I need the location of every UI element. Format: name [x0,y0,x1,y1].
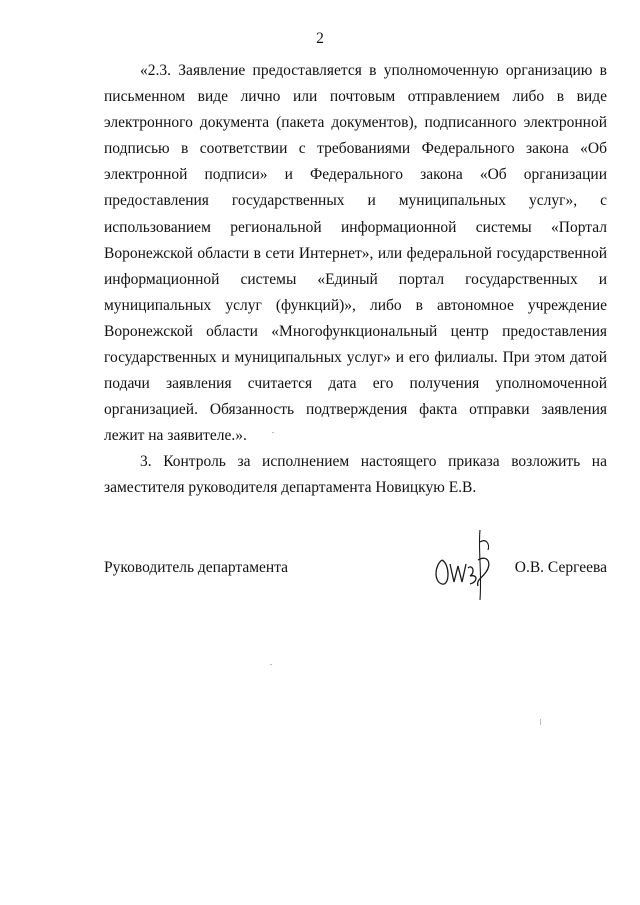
signature-block [104,555,607,581]
signer-position: Руководитель департамента [104,559,289,576]
paragraph-control-clause: 3. Контроль за исполнением настоящего приказа возложить на заместителя руководителя департамента Новицкую Е.В. [104,453,607,497]
scan-speck [270,664,272,665]
handwritten-signature [428,520,508,600]
paragraph-section-2-3: «2.3. Заявление предоставляется в уполномоченную организацию в письменном виде лично или почтовым отправлением либо в виде электронного документа (пакета документов), подписанного электронной подписью в соответствии с требованиями Федерального закона «Об электронной подписи» и Федерального закона «Об организации предоставления государственных и муниципальных услуг», с использованием региональной информационной системы «Портал Воронежской области в сети Интернет», или федеральной государственной информационной системы «Единый портал государственных и муниципальных услуг (функций)», либо в автономное учреждение Воронежской области «Многофункциональный центр предоставления государственных и муниципальных услуг» и его филиалы. При этом датой подачи заявления считается дата его получения уполномоченной организацией. Обязанность подтверждения факта отправки заявления лежит на заявителе.». [104,62,607,445]
scan-speck [272,432,274,433]
page-number: 2 [316,30,324,47]
signer-name: О.В. Сергеева [514,559,607,576]
scan-speck [540,719,541,725]
